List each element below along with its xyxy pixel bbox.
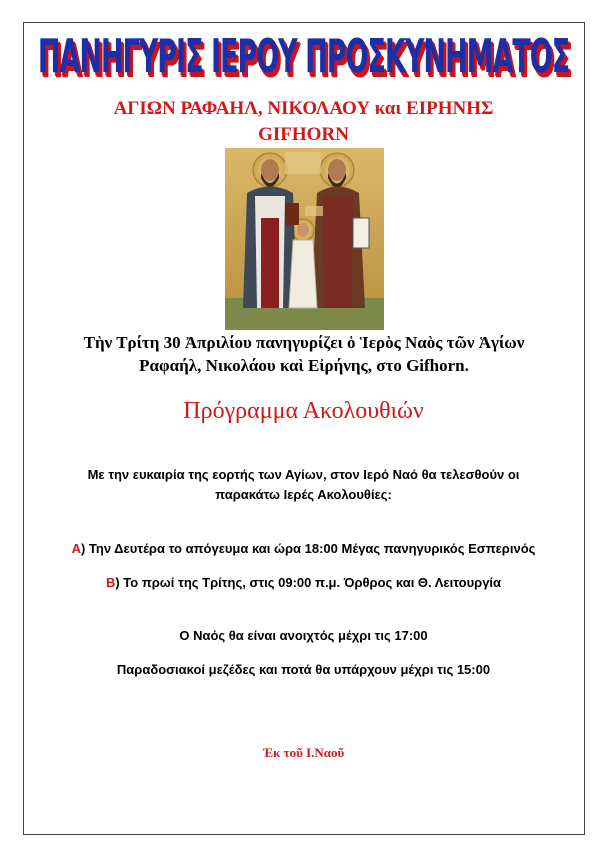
service-text: ) Την Δευτέρα το απόγευμα και ώρα 18:00 Μέγας πανηγυρικός Εσπερινός <box>80 541 536 556</box>
church-open-hours: Ο Ναός θα είναι ανοιχτός μέχρι τις 17:00 <box>179 628 428 643</box>
service-letter: Α <box>71 541 81 556</box>
banner-title-text: ΠΑΝΗΓΥΡΙΣ ΙΕΡΟΥ ΠΡΟΣΚΥΝΗΜΑΤΟΣ <box>37 31 570 84</box>
program-title: Πρόγραμμα Ακολουθιών <box>183 398 424 424</box>
signature: Ἐκ τοῦ Ι.Ναοῦ <box>262 745 345 760</box>
saints-names: ΑΓΙΩΝ ΡΑΦΑΗΛ, ΝΙΚΟΛΑΟΥ και ΕΙΡΗΝΗΣ <box>113 98 494 119</box>
service-item-vespers <box>0 541 607 556</box>
refreshments-note: Παραδοσιακοί μεζέδες και ποτά θα υπάρχουν μέχρι τις 15:00 <box>116 662 491 677</box>
saints-icon <box>225 148 384 330</box>
place-name: GIFHORN <box>258 124 349 145</box>
service-letter: Β <box>105 575 116 590</box>
service-text: ) Το πρωί της Τρίτης, στις 09:00 π.μ. Όρθρος και Θ. Λειτουργία <box>115 575 502 590</box>
occasion-text <box>40 465 567 505</box>
occasion-line-2: παρακάτω Ιερές Ακολουθίες: <box>215 487 392 502</box>
banner-title <box>0 28 607 84</box>
intro-line-1: Τὴν Τρίτη 30 Ἀπριλίου πανηγυρίζει ὁ Ἱερὸς Ναὸς τῶν Ἁγίων <box>83 333 525 352</box>
service-item-liturgy <box>0 575 607 590</box>
occasion-line-1: Με την ευκαιρία της εορτής των Αγίων, στον Ιερό Ναό θα τελεσθούν οι <box>87 467 520 482</box>
intro-line-2: Ραφαήλ, Νικολάου καὶ Εἰρήνης, στο Gifhorn. <box>139 356 469 375</box>
intro-text <box>30 331 578 377</box>
